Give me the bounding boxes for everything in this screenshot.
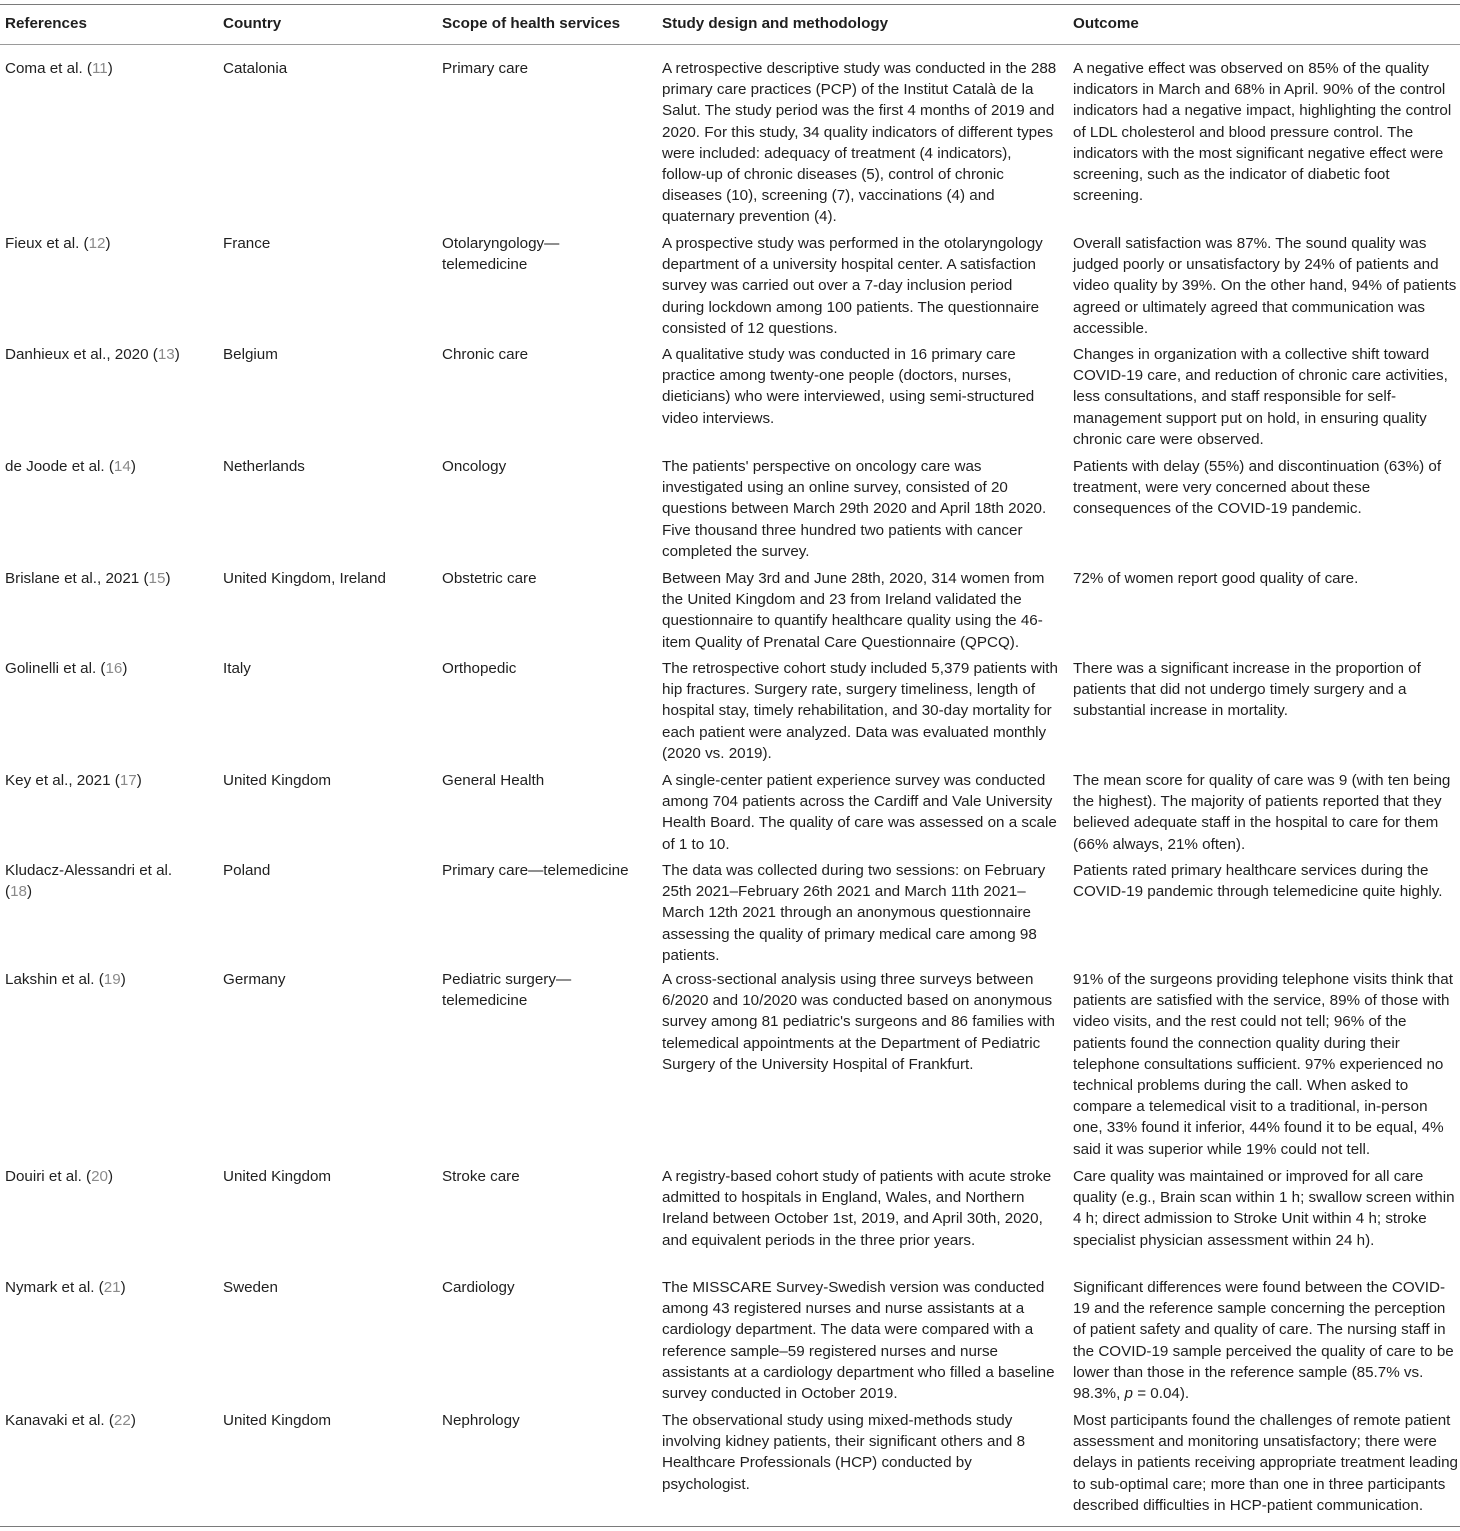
cell-outcome: Most participants found the challenges of remote patient assessment and monitoring unsatisfactory; there were delays in patients receiving appropriate treatment leading to sub-optimal care; more than one in three participants described difficulties in HCP-patient communication. (1073, 1412, 1458, 1514)
cell-outcome: A negative effect was observed on 85% of the quality indicators in March and 68% in April. 90% of the control indicators had a negative impact, highlighting the control of LDL cholesterol and blood pressure control. The indicators with the most significant negative effect were screening, such as the indicator of diabetic foot screening. (1073, 60, 1452, 205)
citation-link[interactable]: 11 (91, 60, 108, 77)
cell-reference: Nymark et al. (21) (5, 1279, 126, 1296)
cell-scope: Otolaryngology—telemedicine (442, 235, 560, 274)
cell-scope: Chronic care (442, 346, 529, 363)
cell-scope: Primary care—telemedicine (442, 862, 629, 879)
citation-link[interactable]: 14 (113, 458, 131, 475)
citation-link[interactable]: 18 (10, 883, 27, 901)
table-bottom-rule (0, 1526, 1460, 1527)
cell-reference: Fieux et al. (12) (5, 235, 111, 252)
cell-outcome: 91% of the surgeons providing telephone visits think that patients are satisfied with the service, 89% of those with video visits, and the rest could not tell; 96% of the patients found the connection quality during their telephone consultations sufficient. 97% experienced no technical problems during the call. When asked to compare a telemedical visit to a traditional, in-person one, 33% found it inferior, 44% found it to be equal, 4% said it was superior while 19% could not tell. (1073, 971, 1453, 1158)
cell-scope: Oncology (442, 458, 507, 475)
cell-outcome: The mean score for quality of care was 9 (with ten being the highest). The majority of patients reported that they believed adequate staff in the hospital to care for them (66% always, 21% often). (1073, 772, 1451, 853)
citation-link[interactable]: 16 (105, 660, 123, 677)
cell-reference: Key et al., 2021 (17) (5, 772, 142, 789)
cell-design: A cross-sectional analysis using three surveys between 6/2020 and 10/2020 was conducted based on anonymous survey among 81 pediatric's surgeons and 86 families with telemedical appointments at the Department of Pediatric Surgery of the University Hospital of Frankfurt. (662, 971, 1055, 1073)
cell-country: United Kingdom (223, 772, 332, 789)
cell-country: Belgium (223, 346, 278, 363)
header-rule (0, 44, 1460, 45)
cell-scope: Pediatric surgery—telemedicine (442, 971, 572, 1010)
cell-country: France (223, 235, 271, 252)
cell-reference: Kludacz-Alessandri et al. (18) (5, 862, 173, 901)
cell-design: A single-center patient experience survey was conducted among 704 patients across the Cardiff and Vale University Health Board. The quality of care was assessed on a scale of 1 to 10. (662, 772, 1057, 853)
cell-outcome: There was a significant increase in the proportion of patients that did not undergo timely surgery and a substantial increase in mortality. (1073, 660, 1421, 720)
cell-scope: Obstetric care (442, 570, 537, 587)
cell-country: Germany (223, 971, 286, 988)
cell-scope: Primary care (442, 60, 529, 77)
citation-link[interactable]: 17 (119, 772, 137, 789)
cell-design: Between May 3rd and June 28th, 2020, 314 women from the United Kingdom and 23 from Ireland validated the questionnaire to quantify healthcare quality using the 46-item Quality of Prenatal Care Questionnaire (QPCQ). (662, 570, 1045, 651)
cell-design: The patients' perspective on oncology care was investigated using an online survey, consisted of 20 questions between March 29th 2020 and April 18th 2020. Five thousand three hundred two patients with cancer completed the survey. (662, 458, 1047, 560)
cell-scope: General Health (442, 772, 545, 789)
cell-reference: Lakshin et al. (19) (5, 971, 126, 988)
cell-design: A registry-based cohort study of patients with acute stroke admitted to hospitals in England, Wales, and Northern Ireland between October 1st, 2019, and April 30th, 2020, and equivalent periods in the three prior years. (662, 1168, 1052, 1249)
cell-reference: Danhieux et al., 2020 (13) (5, 346, 180, 363)
header-design: Study design and methodology (662, 15, 889, 32)
table-top-rule (0, 4, 1460, 5)
cell-outcome: Patients with delay (55%) and discontinuation (63%) of treatment, were very concerned about these consequences of the COVID-19 pandemic. (1073, 458, 1442, 518)
cell-scope: Cardiology (442, 1279, 515, 1296)
cell-reference: Golinelli et al. (16) (5, 660, 128, 677)
citation-link[interactable]: 13 (157, 346, 175, 363)
cell-outcome: Care quality was maintained or improved for all care quality (e.g., Brain scan within 1 h; swallow screen within 4 h; direct admission to Stroke Unit within 4 h; stroke specialist physician assessment within 24 h). (1073, 1168, 1455, 1249)
cell-country: United Kingdom (223, 1412, 332, 1429)
header-references: References (5, 15, 87, 32)
cell-design: The retrospective cohort study included 5,379 patients with hip fractures. Surgery rate, surgery timeliness, length of hospital stay, timely rehabilitation, and 30-day mortality for each patient were analyzed. Data was evaluated monthly (2020 vs. 2019). (662, 660, 1058, 762)
header-outcome: Outcome (1073, 15, 1139, 32)
citation-link[interactable]: 21 (103, 1279, 121, 1296)
cell-design: A prospective study was performed in the otolaryngology department of a university hospital center. A satisfaction survey was carried out over a 7-day inclusion period during lockdown among 100 patients. The questionnaire consisted of 12 questions. (662, 235, 1043, 337)
cell-reference: de Joode et al. (14) (5, 458, 136, 475)
citation-link[interactable]: 12 (88, 235, 106, 252)
header-country: Country (223, 15, 282, 32)
cell-scope: Stroke care (442, 1168, 520, 1185)
cell-scope: Orthopedic (442, 660, 517, 677)
cell-outcome: Significant differences were found between the COVID-19 and the reference sample concerning the perception of patient safety and quality of care. The nursing staff in the COVID-19 sample perceived the quality of care to be lower than those in the reference sample (85.7% vs. 98.3%, p = 0.04). (1073, 1279, 1454, 1403)
cell-design: A qualitative study was conducted in 16 primary care practice among twenty-one people (doctors, nurses, dieticians) who were interviewed, using semi-structured video interviews. (662, 346, 1035, 427)
cell-design: The MISSCARE Survey-Swedish version was conducted among 43 registered nurses and nurse assistants at a cardiology department. The data were compared with a reference sample–59 registered nurses and nurse assistants at a cardiology department who filled a baseline survey conducted in October 2019. (662, 1279, 1055, 1403)
citation-link[interactable]: 19 (103, 971, 121, 988)
cell-outcome: Overall satisfaction was 87%. The sound quality was judged poorly or unsatisfactory by 24% of patients and video quality by 39%. On the other hand, 94% of patients agreed or ultimately agreed that communication was accessible. (1073, 235, 1457, 337)
cell-country: Poland (223, 862, 271, 879)
header-scope: Scope of health services (442, 15, 621, 32)
cell-design: A retrospective descriptive study was conducted in the 288 primary care practices (PCP) of the Institut Català de la Salut. The study period was the first 4 months of 2019 and 2020. For this study, 34 quality indicators of different types were included: adequacy of treatment (4 indicators), follow-up of chronic diseases (5), control of chronic diseases (10), screening (7), vaccinations (4) and quaternary prevention (4). (662, 60, 1057, 226)
cell-country: United Kingdom (223, 1168, 332, 1185)
cell-country: United Kingdom, Ireland (223, 570, 386, 587)
cell-country: Netherlands (223, 458, 305, 475)
cell-outcome: 72% of women report good quality of care. (1073, 570, 1359, 587)
cell-scope: Nephrology (442, 1412, 520, 1429)
cell-outcome: Patients rated primary healthcare services during the COVID-19 pandemic through telemedicine quite highly. (1073, 862, 1443, 901)
cell-reference: Douiri et al. (20) (5, 1168, 114, 1185)
cell-country: Italy (223, 660, 251, 677)
cell-reference: Kanavaki et al. (22) (5, 1412, 136, 1429)
cell-outcome: Changes in organization with a collective shift toward COVID-19 care, and reduction of chronic care activities, less consultations, and staff responsible for self-management support put on hold, in ensuring quality chronic care were observed. (1073, 346, 1448, 448)
cell-reference: Brislane et al., 2021 (15) (5, 570, 171, 587)
cell-country: Sweden (223, 1279, 278, 1296)
cell-country: Catalonia (223, 60, 288, 77)
citation-link[interactable]: 15 (148, 570, 166, 587)
cell-reference: Coma et al. (11) (5, 60, 113, 77)
cell-design: The data was collected during two sessions: on February 25th 2021–February 26th 2021 and March 11th 2021–March 12th 2021 through an anonymous questionnaire assessing the quality of primary medical care among 98 patients. (662, 862, 1046, 964)
citation-link[interactable]: 22 (113, 1412, 131, 1429)
cell-design: The observational study using mixed-methods study involving kidney patients, their significant others and 8 Healthcare Professionals (HCP) conducted by psychologist. (662, 1412, 1026, 1493)
citation-link[interactable]: 20 (91, 1168, 108, 1185)
